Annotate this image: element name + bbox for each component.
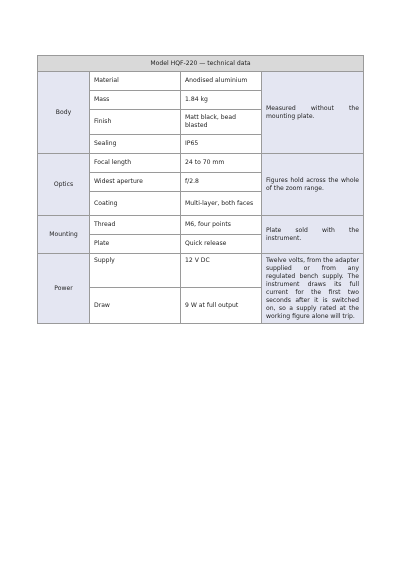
row-label: Supply [90,254,181,288]
row-value: IP65 [181,135,262,154]
row-label: Plate [90,235,181,254]
row-value: 24 to 70 mm [181,154,262,173]
group-note-optics: Figures hold across the whole of the zoom range. [262,154,364,216]
table-row [38,154,364,173]
group-note-power: Twelve volts, from the adapter supplied or from any regulated bench supply. The instrument draws its full current for the first two seconds after it is switched on, so a supply rated at the working figure alone will trip. [262,254,364,324]
row-label: Material [90,72,181,91]
row-value: Anodised aluminium [181,72,262,91]
row-value: Multi-layer, both faces [181,192,262,216]
table-title: Model HQF-220 — technical data [38,56,364,72]
group-label-mounting: Mounting [38,216,90,254]
table-row [38,216,364,235]
group-label-power: Power [38,254,90,324]
row-value: f/2.8 [181,173,262,192]
row-label: Mass [90,91,181,110]
row-value: 12 V DC [181,254,262,288]
table-row [38,72,364,91]
group-label-body: Body [38,72,90,154]
row-value: M6, four points [181,216,262,235]
group-note-mounting: Plate sold with the instrument. [262,216,364,254]
row-label: Thread [90,216,181,235]
row-value: 9 W at full output [181,288,262,324]
row-label: Focal length [90,154,181,173]
row-value: Matt black, bead blasted [181,110,262,135]
group-note-body: Measured without the mounting plate. [262,72,364,154]
row-label: Coating [90,192,181,216]
group-label-optics: Optics [38,154,90,216]
technical-data-table [37,55,364,324]
table-title-row [38,56,364,72]
row-value: 1.84 kg [181,91,262,110]
row-label: Finish [90,110,181,135]
row-label: Widest aperture [90,173,181,192]
table-row [38,254,364,288]
row-label: Draw [90,288,181,324]
row-value: Quick release [181,235,262,254]
row-label: Sealing [90,135,181,154]
